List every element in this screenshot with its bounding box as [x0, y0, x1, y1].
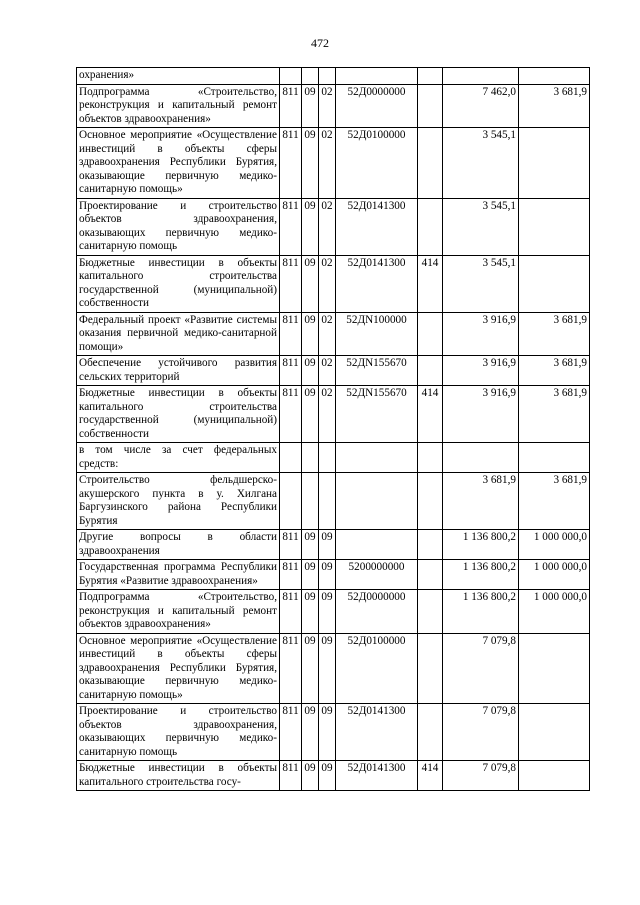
row-amount1-cell: 3 916,9	[443, 312, 519, 356]
row-rz-cell: 09	[302, 312, 319, 356]
row-ved-cell: 811	[280, 530, 302, 560]
row-csr-cell: 52Д0100000	[336, 128, 418, 199]
row-rz-cell: 09	[302, 633, 319, 704]
row-amount2-cell: 3 681,9	[519, 386, 590, 443]
row-pr-cell: 09	[319, 633, 336, 704]
row-amount2-cell: 3 681,9	[519, 84, 590, 128]
row-amount2-cell	[519, 761, 590, 791]
row-rz-cell: 09	[302, 84, 319, 128]
row-pr-cell: 09	[319, 560, 336, 590]
row-rz-cell: 09	[302, 560, 319, 590]
row-csr-cell: 52Д0100000	[336, 633, 418, 704]
row-vr-cell	[418, 312, 443, 356]
table-row	[77, 530, 590, 560]
table-row	[77, 68, 590, 85]
row-vr-cell	[418, 356, 443, 386]
row-ved-cell: 811	[280, 84, 302, 128]
row-rz-cell: 09	[302, 590, 319, 634]
table-row	[77, 761, 590, 791]
row-name-cell: охранения»	[77, 68, 280, 85]
row-csr-cell: 52Д0000000	[336, 590, 418, 634]
row-ved-cell	[280, 443, 302, 473]
row-csr-cell: 52ДN155670	[336, 356, 418, 386]
row-name-cell: Строительство фельдшерско-акушерского пункта в у. Хилгана Баргузинского района Республики Бурятия	[77, 473, 280, 530]
row-vr-cell	[418, 128, 443, 199]
table-row	[77, 356, 590, 386]
row-amount1-cell: 1 136 800,2	[443, 590, 519, 634]
row-vr-cell	[418, 443, 443, 473]
row-pr-cell: 02	[319, 386, 336, 443]
table-row	[77, 255, 590, 312]
row-ved-cell	[280, 68, 302, 85]
row-vr-cell: 414	[418, 386, 443, 443]
row-amount2-cell: 1 000 000,0	[519, 560, 590, 590]
row-ved-cell: 811	[280, 633, 302, 704]
row-rz-cell	[302, 68, 319, 85]
table-row	[77, 386, 590, 443]
row-pr-cell: 02	[319, 312, 336, 356]
row-amount1-cell	[443, 443, 519, 473]
row-pr-cell: 09	[319, 590, 336, 634]
row-amount1-cell: 3 545,1	[443, 128, 519, 199]
row-vr-cell	[418, 560, 443, 590]
row-name-cell: Основное мероприятие «Осуществление инвестиций в объекты сферы здравоохранения Республики Бурятия, оказывающие первичную медико-санитарную помощь»	[77, 128, 280, 199]
row-csr-cell: 52Д0141300	[336, 198, 418, 255]
row-ved-cell: 811	[280, 560, 302, 590]
row-csr-cell: 52ДN100000	[336, 312, 418, 356]
row-amount2-cell	[519, 128, 590, 199]
row-amount1-cell: 3 545,1	[443, 255, 519, 312]
row-csr-cell	[336, 530, 418, 560]
row-ved-cell: 811	[280, 761, 302, 791]
table-row	[77, 198, 590, 255]
row-csr-cell: 52Д0141300	[336, 704, 418, 761]
table-row	[77, 560, 590, 590]
row-amount1-cell: 1 136 800,2	[443, 560, 519, 590]
row-amount1-cell: 7 079,8	[443, 704, 519, 761]
table-row	[77, 590, 590, 634]
row-ved-cell: 811	[280, 128, 302, 199]
table-row	[77, 704, 590, 761]
row-pr-cell: 02	[319, 198, 336, 255]
row-vr-cell	[418, 84, 443, 128]
row-amount1-cell	[443, 68, 519, 85]
row-ved-cell: 811	[280, 255, 302, 312]
row-csr-cell: 52Д0141300	[336, 761, 418, 791]
row-pr-cell	[319, 68, 336, 85]
row-amount2-cell: 1 000 000,0	[519, 590, 590, 634]
row-amount2-cell: 3 681,9	[519, 356, 590, 386]
row-amount2-cell	[519, 255, 590, 312]
row-rz-cell: 09	[302, 704, 319, 761]
row-amount2-cell	[519, 68, 590, 85]
row-name-cell: Бюджетные инвестиции в объекты капитального строительства государственной (муниципальной) собственности	[77, 386, 280, 443]
row-ved-cell	[280, 473, 302, 530]
row-amount2-cell: 1 000 000,0	[519, 530, 590, 560]
row-csr-cell	[336, 68, 418, 85]
row-vr-cell: 414	[418, 761, 443, 791]
row-amount2-cell	[519, 443, 590, 473]
row-name-cell: Основное мероприятие «Осуществление инвестиций в объекты сферы здравоохранения Республики Бурятия, оказывающие первичную медико-санитарную помощь»	[77, 633, 280, 704]
row-ved-cell: 811	[280, 386, 302, 443]
table-row	[77, 84, 590, 128]
row-vr-cell: 414	[418, 255, 443, 312]
table-row	[77, 443, 590, 473]
row-pr-cell: 02	[319, 84, 336, 128]
row-vr-cell	[418, 530, 443, 560]
row-pr-cell: 02	[319, 255, 336, 312]
row-vr-cell	[418, 590, 443, 634]
row-name-cell: Бюджетные инвестиции в объекты капитального строительства госу-	[77, 761, 280, 791]
row-csr-cell: 52Д0141300	[336, 255, 418, 312]
table-row	[77, 312, 590, 356]
row-name-cell: Подпрограмма «Строительство, реконструкция и капитальный ремонт объектов здравоохранения»	[77, 590, 280, 634]
row-amount1-cell: 3 916,9	[443, 356, 519, 386]
row-name-cell: Проектирование и строительство объектов здравоохранения, оказывающих первичную медико-санитарную помощь	[77, 198, 280, 255]
row-csr-cell: 52Д0000000	[336, 84, 418, 128]
row-name-cell: в том числе за счет федеральных средств:	[77, 443, 280, 473]
row-pr-cell: 09	[319, 704, 336, 761]
row-amount2-cell	[519, 633, 590, 704]
row-amount2-cell: 3 681,9	[519, 473, 590, 530]
table-row	[77, 128, 590, 199]
page-number: 472	[311, 36, 329, 50]
row-rz-cell: 09	[302, 356, 319, 386]
row-pr-cell: 02	[319, 356, 336, 386]
row-name-cell: Государственная программа Республики Бурятия «Развитие здравоохранения»	[77, 560, 280, 590]
row-amount2-cell	[519, 704, 590, 761]
row-name-cell: Бюджетные инвестиции в объекты капитального строительства государственной (муниципальной) собственности	[77, 255, 280, 312]
row-amount1-cell: 7 462,0	[443, 84, 519, 128]
row-rz-cell: 09	[302, 530, 319, 560]
row-vr-cell	[418, 473, 443, 530]
row-name-cell: Другие вопросы в области здравоохранения	[77, 530, 280, 560]
row-name-cell: Обеспечение устойчивого развития сельских территорий	[77, 356, 280, 386]
row-vr-cell	[418, 198, 443, 255]
row-rz-cell	[302, 473, 319, 530]
row-csr-cell	[336, 473, 418, 530]
row-pr-cell: 09	[319, 530, 336, 560]
row-csr-cell	[336, 443, 418, 473]
budget-table-body	[77, 68, 590, 791]
row-pr-cell: 09	[319, 761, 336, 791]
row-amount1-cell: 3 681,9	[443, 473, 519, 530]
row-rz-cell: 09	[302, 198, 319, 255]
row-ved-cell: 811	[280, 704, 302, 761]
row-rz-cell: 09	[302, 128, 319, 199]
row-amount1-cell: 7 079,8	[443, 633, 519, 704]
row-ved-cell: 811	[280, 356, 302, 386]
row-rz-cell	[302, 443, 319, 473]
table-row	[77, 633, 590, 704]
row-rz-cell: 09	[302, 255, 319, 312]
row-pr-cell	[319, 443, 336, 473]
row-vr-cell	[418, 704, 443, 761]
budget-table	[76, 67, 590, 791]
row-amount1-cell: 3 916,9	[443, 386, 519, 443]
row-pr-cell: 02	[319, 128, 336, 199]
row-amount1-cell: 3 545,1	[443, 198, 519, 255]
row-name-cell: Подпрограмма «Строительство, реконструкция и капитальный ремонт объектов здравоохранения»	[77, 84, 280, 128]
row-amount2-cell: 3 681,9	[519, 312, 590, 356]
row-name-cell: Федеральный проект «Развитие системы оказания первичной медико-санитарной помощи»	[77, 312, 280, 356]
row-ved-cell: 811	[280, 312, 302, 356]
row-vr-cell	[418, 633, 443, 704]
row-rz-cell: 09	[302, 386, 319, 443]
row-rz-cell: 09	[302, 761, 319, 791]
row-amount1-cell: 1 136 800,2	[443, 530, 519, 560]
row-ved-cell: 811	[280, 590, 302, 634]
row-vr-cell	[418, 68, 443, 85]
row-ved-cell: 811	[280, 198, 302, 255]
row-csr-cell: 52ДN155670	[336, 386, 418, 443]
table-row	[77, 473, 590, 530]
row-name-cell: Проектирование и строительство объектов здравоохранения, оказывающих первичную медико-санитарную помощь	[77, 704, 280, 761]
row-amount2-cell	[519, 198, 590, 255]
row-pr-cell	[319, 473, 336, 530]
row-csr-cell: 5200000000	[336, 560, 418, 590]
row-amount1-cell: 7 079,8	[443, 761, 519, 791]
